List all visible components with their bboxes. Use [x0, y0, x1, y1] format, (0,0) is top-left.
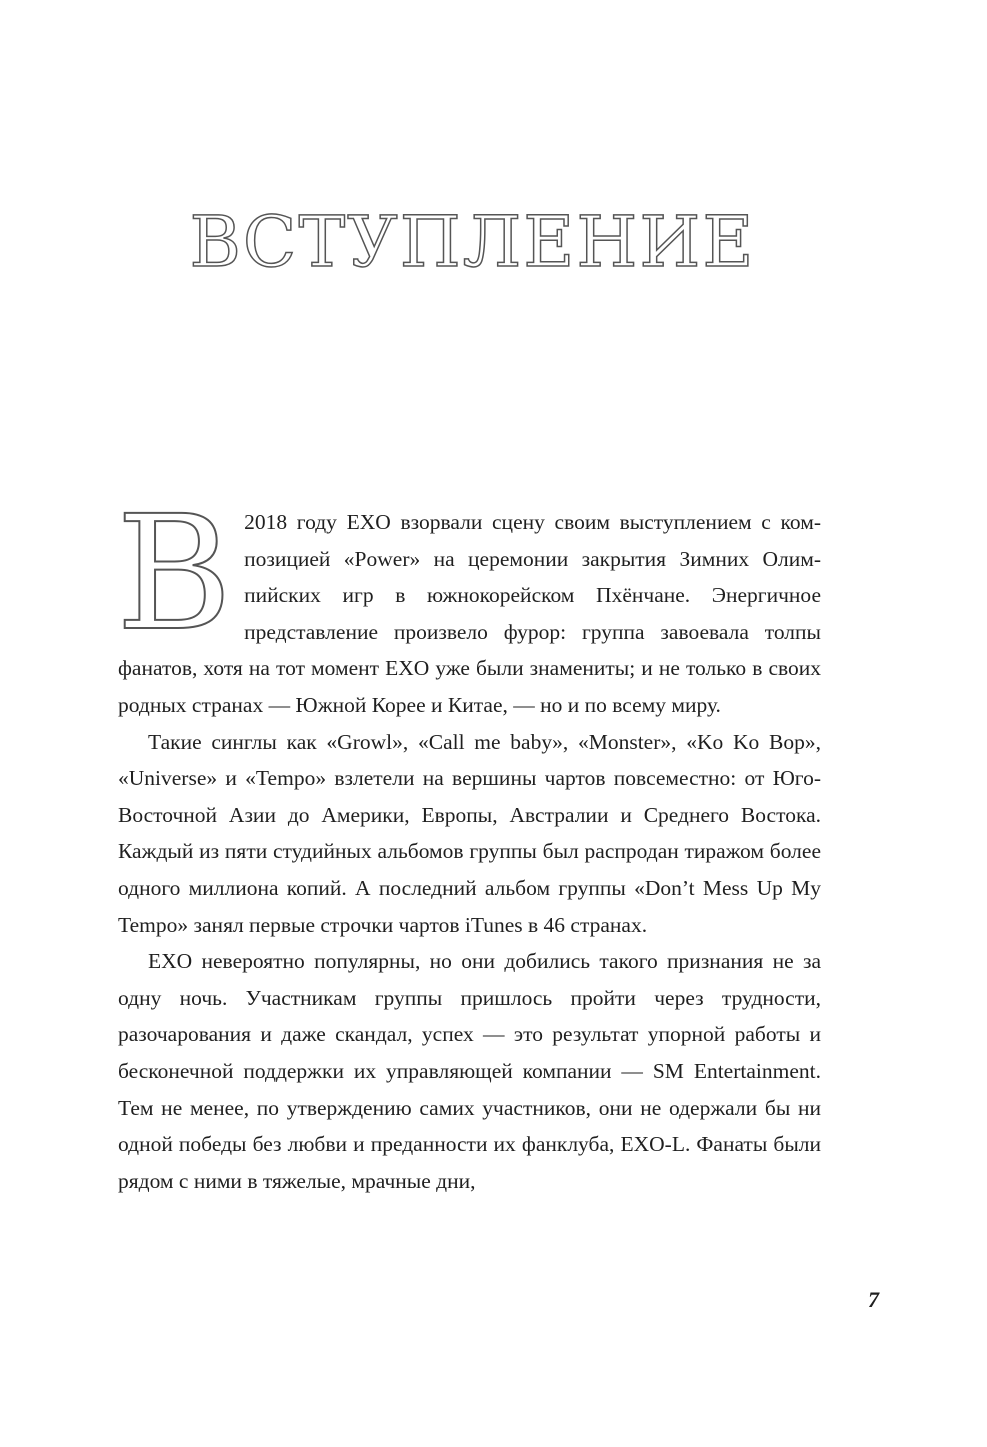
chapter-title: ВСТУПЛЕНИЕ [189, 200, 756, 283]
page-number: 7 [868, 1287, 879, 1312]
paragraph-1 [116, 482, 821, 724]
paragraph-2: Такие синглы как «Growl», «Call me baby», «Monster», «Ko Ko Bop», «Universe» и «Tempo» взлетели на вершины чартов повсеместно: от Юго-Восточной Азии до Америки, Европы, Австралии и Среднего Востока. Каждый из пяти студийных альбомов группы был распродан тиражом более одного миллиона копий. А последний альбом группы «Don’t Mess Up My Tempo» занял первые строчки чартов iTunes в 46 странах. [118, 729, 821, 937]
paragraph-3: EXO невероятно популярны, но они добились такого признания не за одну ночь. Участникам группы пришлось пройти через трудности, разочарования и даже скандал, успех — это результат упорной работы и бесконечной поддержки их управляющей компании — SM Entertainment. Тем не менее, по утверждению самих участников, они не одержали бы ни одной победы без любви и преданности их фанклуба, EXO-L. Фанаты были рядом с ними в тяжелые, мрачные дни, [118, 949, 821, 1193]
drop-cap: В [116, 482, 233, 666]
paragraph-1-text: 2018 году EXO взорвали сцену своим выступлением с композицией «Power» на церемонии закрытия Зимних Олимпийских игр в южнокорейском Пхёнчане. Энергичное представление произвело фурор: группа завоевала толпы фанатов, хотя на тот момент EXO уже были знамениты; и не только в своих родных странах — Южной Корее и Китае, — но и по всему миру. [118, 510, 821, 717]
body-text [116, 482, 821, 1199]
